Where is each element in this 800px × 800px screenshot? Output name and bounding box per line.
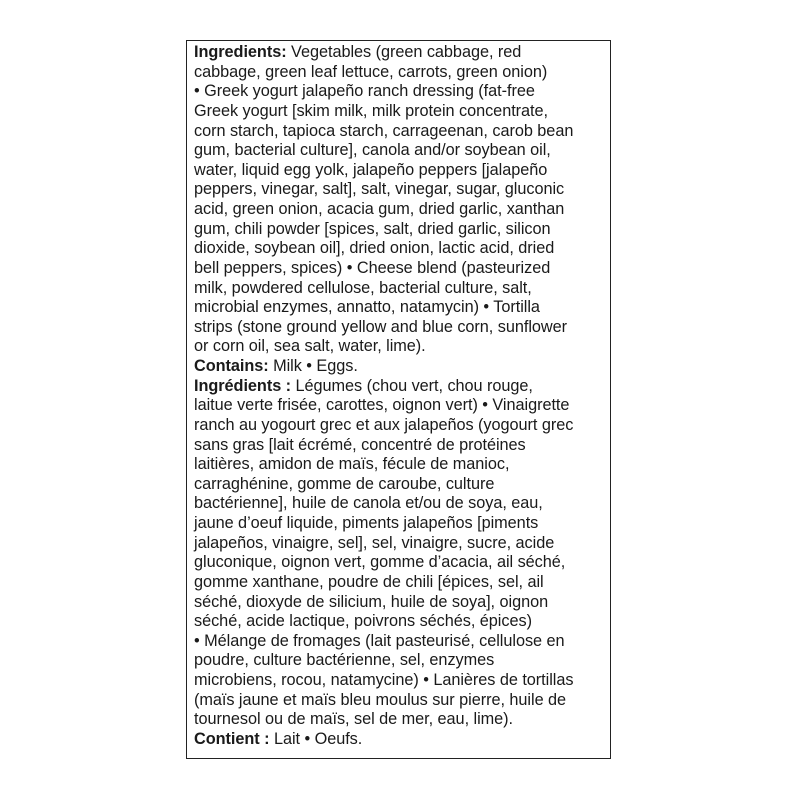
french-ingredients-line: jalapeños, vinaigre, sel], sel, vinaigre, sucre, acide <box>194 533 555 552</box>
french-ingredients-line: (maïs jaune et maïs bleu moulus sur pierre, huile de <box>194 690 567 709</box>
english-ingredients-line: Greek yogurt [skim milk, milk protein concentrate, <box>194 101 548 120</box>
english-ingredients-first-line <box>194 43 606 63</box>
french-ingredients-line: jaune d’oeuf liquide, piments jalapeños [piments <box>194 514 539 532</box>
english-ingredients-heading: Ingredients: <box>194 43 287 61</box>
french-ingredients-line: bactérienne], huile de canola et/ou de soya, eau, <box>194 494 543 513</box>
english-ingredients-line: or corn oil, sea salt, water, lime). <box>194 337 426 356</box>
french-ingredients-first-line <box>194 377 606 397</box>
english-ingredients-line: gum, chili powder [spices, salt, dried garlic, silicon <box>194 219 551 238</box>
english-contains-heading: Contains: <box>194 357 269 375</box>
english-ingredients-line: microbial enzymes, annatto, natamycin) • Tortilla <box>194 298 540 317</box>
english-ingredients-line: water, liquid egg yolk, jalapeño peppers [jalapeño <box>194 160 548 179</box>
french-ingredients-line: laitières, amidon de maïs, fécule de manioc, <box>194 455 510 474</box>
french-ingredients-line: carraghénine, gomme de caroube, culture <box>194 474 495 493</box>
french-ingredients-heading: Ingrédients : <box>194 376 292 395</box>
french-ingredients-line: séché, acide lactique, poivrons séchés, épices) <box>194 612 532 631</box>
english-ingredients-line: gum, bacterial culture], canola and/or soybean oil, <box>194 141 551 160</box>
english-ingredients-line: peppers, vinegar, salt], salt, vinegar, sugar, gluconic <box>194 180 565 199</box>
english-ingredients-line: • Greek yogurt jalapeño ranch dressing (fat-free <box>194 82 535 101</box>
french-ingredients-line: laitue verte frisée, carottes, oignon vert) • Vinaigrette <box>194 396 570 415</box>
english-contains-text: Milk • Eggs. <box>268 357 358 375</box>
french-ingredients-line: séché, dioxyde de silicium, huile de soya], oignon <box>194 592 549 611</box>
english-ingredients-line: Vegetables (green cabbage, red <box>286 43 522 61</box>
french-ingredients-line: microbiens, rocou, natamycine) • Lanières de tortillas <box>194 671 574 689</box>
french-contains-heading: Contient : <box>194 729 270 748</box>
french-ingredients-line: gluconique, oignon vert, gomme d’acacia, ail séché, <box>194 553 566 572</box>
french-ingredients-line: sans gras [lait écrémé, concentré de protéines <box>194 435 526 454</box>
english-ingredients-line: corn starch, tapioca starch, carrageenan, carob bean <box>194 121 574 140</box>
english-ingredients-line: dioxide, soybean oil], dried onion, lactic acid, dried <box>194 239 555 258</box>
english-ingredients-line: bell peppers, spices) • Cheese blend (pasteurized <box>194 258 551 277</box>
french-ingredients-line: gomme xanthane, poudre de chili [épices, sel, ail <box>194 572 544 591</box>
english-ingredients-line: strips (stone ground yellow and blue corn, sunflower <box>194 317 567 336</box>
french-ingredients-line: poudre, culture bactérienne, sel, enzymes <box>194 651 495 670</box>
english-ingredients-line: acid, green onion, acacia gum, dried garlic, xanthan <box>194 200 565 218</box>
english-contains-line <box>194 357 606 377</box>
french-ingredients-line: tournesol ou de maïs, sel de mer, eau, lime). <box>194 710 514 729</box>
ingredients-text-block <box>194 43 606 750</box>
french-contains-text: Lait • Oeufs. <box>269 729 363 748</box>
french-ingredients-line: • Mélange de fromages (lait pasteurisé, cellulose en <box>194 631 565 650</box>
french-contains-line <box>194 730 606 750</box>
english-ingredients-line: milk, powdered cellulose, bacterial culture, salt, <box>194 278 532 297</box>
french-ingredients-line: ranch au yogourt grec et aux jalapeños (yogourt grec <box>194 415 574 434</box>
english-ingredients-line: cabbage, green leaf lettuce, carrots, green onion) <box>194 62 548 81</box>
french-ingredients-line: Légumes (chou vert, chou rouge, <box>291 376 533 395</box>
